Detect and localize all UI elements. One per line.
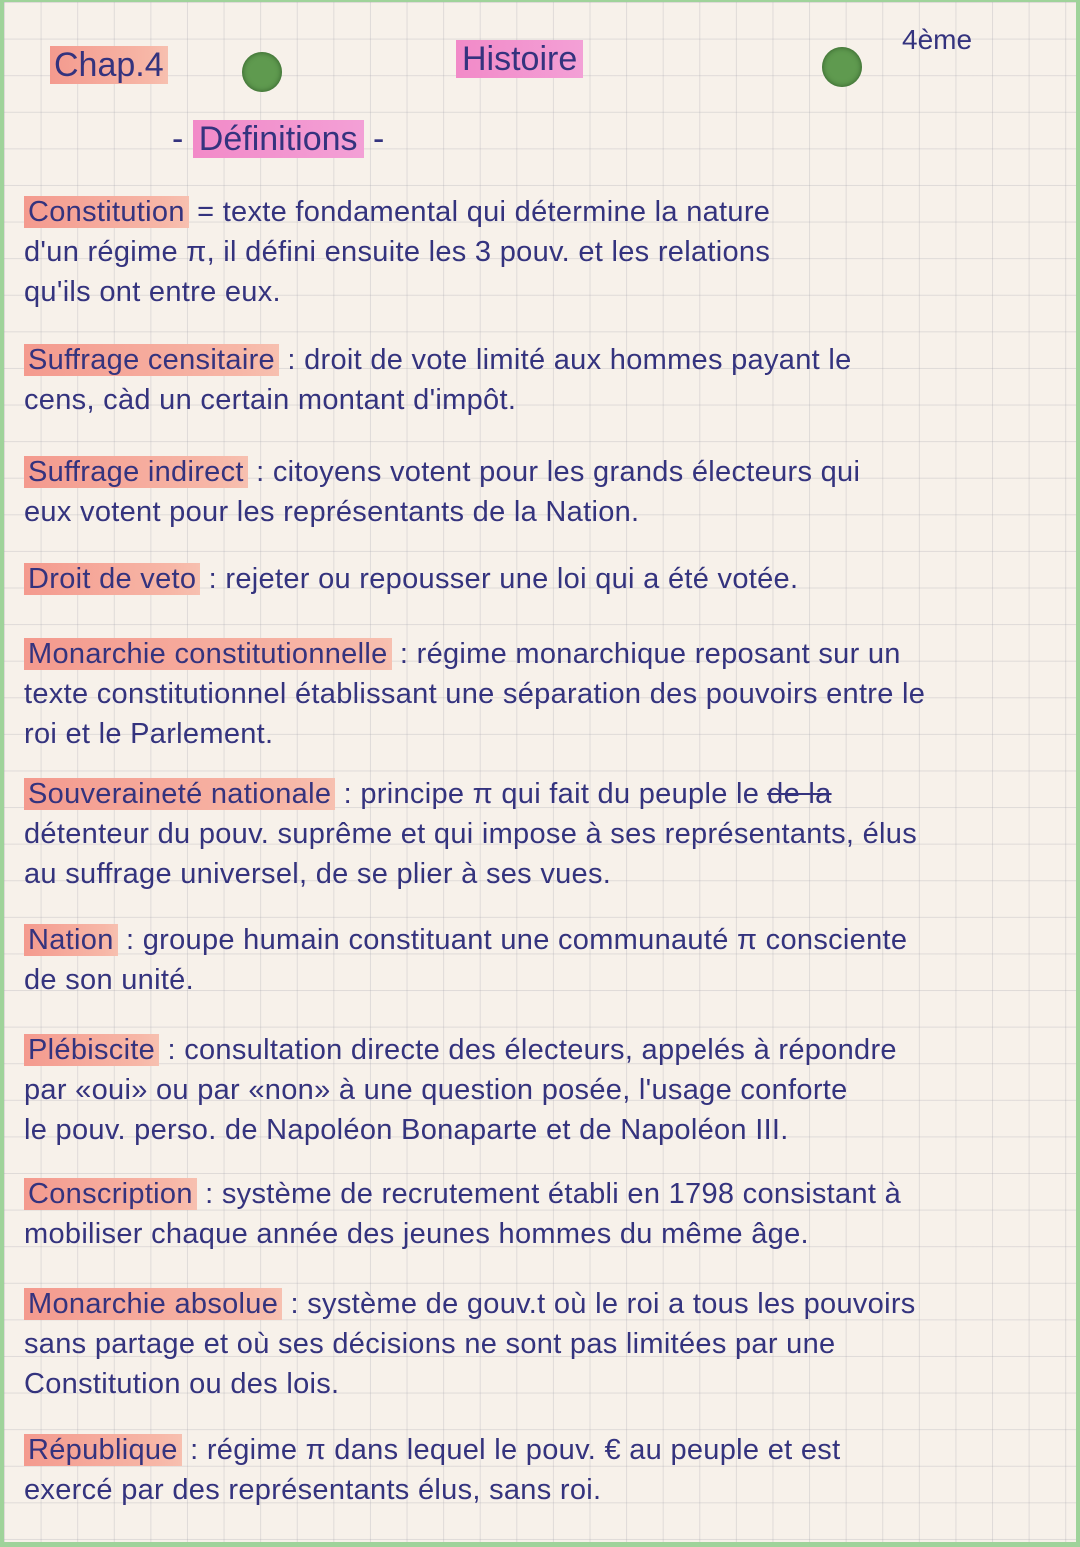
definition-text: par «oui» ou par «non» à une question posée, l'usage conforte [24, 1074, 848, 1106]
definition-line [24, 559, 1056, 599]
definition-line [24, 492, 1056, 532]
definition-line [24, 232, 1056, 272]
definition-entry [24, 634, 1056, 754]
definition-line [24, 920, 1056, 960]
definition-line [24, 1174, 1056, 1214]
definition-text: eux votent pour les représentants de la Nation. [24, 496, 640, 528]
definition-text: Constitution ou des lois. [24, 1368, 340, 1400]
definition-line [24, 1324, 1056, 1364]
definition-line [24, 452, 1056, 492]
definition-line [24, 1214, 1056, 1254]
separator: : [181, 1434, 207, 1466]
definition-line [24, 960, 1056, 1000]
definition-entry [24, 452, 1056, 532]
definition-line [24, 774, 1056, 814]
separator: : [247, 456, 273, 488]
definition-text: sans partage et où ses décisions ne sont pas limitées par une [24, 1328, 836, 1360]
definition-text: roi et le Parlement. [24, 718, 274, 750]
definition-text: système de recrutement établi en 1798 consistant à [221, 1178, 902, 1210]
notebook-page [4, 2, 1076, 1542]
definition-line [24, 1070, 1056, 1110]
definition-entry [24, 340, 1056, 420]
definition-text: de son unité. [24, 964, 194, 996]
definition-text: régime π dans lequel le pouv. € au peuple et est [206, 1434, 841, 1466]
definition-text: exercé par des représentants élus, sans roi. [24, 1474, 602, 1506]
struck-text: de la [767, 778, 832, 810]
definition-entry [24, 559, 1056, 599]
separator: : [282, 1288, 308, 1320]
definition-entry [24, 1284, 1056, 1404]
definition-line [24, 340, 1056, 380]
definition-text: principe π qui fait du peuple le [360, 778, 760, 810]
definition-term: Suffrage censitaire [24, 344, 279, 376]
definition-line [24, 1430, 1056, 1470]
definition-entry [24, 1030, 1056, 1150]
definition-entry [24, 920, 1056, 1000]
definition-text: régime monarchique reposant sur un [416, 638, 901, 670]
definition-text: qu'ils ont entre eux. [24, 276, 281, 308]
definition-line [24, 192, 1056, 232]
definition-term: Constitution [24, 196, 189, 228]
definition-text: citoyens votent pour les grands électeurs qui [272, 456, 861, 488]
subject-title [456, 40, 583, 79]
definition-term: Monarchie constitutionnelle [24, 638, 392, 670]
subject-text: Histoire [456, 40, 583, 78]
binder-hole [242, 52, 282, 92]
definition-term: Conscription [24, 1178, 197, 1210]
definition-entry [24, 1430, 1056, 1510]
chapter-label [50, 46, 168, 85]
definition-line [24, 380, 1056, 420]
definition-text: texte constitutionnel établissant une séparation des pouvoirs entre le [24, 678, 926, 710]
definition-term: Souveraineté nationale [24, 778, 335, 810]
separator: : [117, 924, 143, 956]
definition-text: droit de vote limité aux hommes payant le [304, 344, 852, 376]
definition-line [24, 854, 1056, 894]
separator: : [278, 344, 305, 376]
definition-line [24, 1110, 1056, 1150]
level-label: 4ème [902, 24, 973, 55]
definition-term: Droit de veto [24, 563, 200, 595]
definition-line [24, 1470, 1056, 1510]
definition-line [24, 634, 1056, 674]
definition-text: rejeter ou repousser une loi qui a été votée. [225, 563, 799, 595]
definition-line [24, 1284, 1056, 1324]
definition-text: texte fondamental qui détermine la nature [222, 196, 771, 228]
definition-line [24, 814, 1056, 854]
definition-text: d'un régime π, il défini ensuite les 3 pouv. et les relations [24, 236, 771, 268]
definition-term: Suffrage indirect [24, 456, 248, 488]
section-title [172, 120, 384, 159]
binder-hole [822, 47, 862, 87]
separator: = [188, 196, 223, 228]
definition-text: mobiliser chaque année des jeunes hommes du même âge. [24, 1218, 809, 1250]
definition-text: détenteur du pouv. suprême et qui impose à ses représentants, élus [24, 818, 917, 850]
definition-entry [24, 774, 1056, 894]
definition-text: système de gouv.t où le roi a tous les pouvoirs [307, 1288, 916, 1320]
separator: : [196, 1178, 222, 1210]
definition-term: Monarchie absolue [24, 1288, 282, 1320]
definition-text: au suffrage universel, de se plier à ses vues. [24, 858, 612, 890]
definition-term: Nation [24, 924, 118, 956]
section-title-text: Définitions [193, 120, 364, 158]
definition-entry [24, 1174, 1056, 1254]
separator: : [335, 778, 361, 810]
definition-line [24, 1364, 1056, 1404]
chapter-text: Chap.4 [50, 46, 168, 84]
definition-line [24, 674, 1056, 714]
definition-text: cens, càd un certain montant d'impôt. [24, 384, 517, 416]
definition-entry [24, 192, 1056, 312]
definition-line [24, 272, 1056, 312]
definition-text: consultation directe des électeurs, appelés à répondre [184, 1034, 897, 1066]
definition-term: Plébiscite [24, 1034, 159, 1066]
dash: - [172, 120, 184, 158]
separator: : [391, 638, 417, 670]
definition-text: groupe humain constituant une communauté π consciente [142, 924, 908, 956]
separator: : [200, 563, 226, 595]
dash: - [372, 120, 385, 158]
separator: : [159, 1034, 185, 1066]
definition-term: République [24, 1434, 182, 1466]
definition-line [24, 1030, 1056, 1070]
definition-line [24, 714, 1056, 754]
definition-text: le pouv. perso. de Napoléon Bonaparte et de Napoléon III. [24, 1114, 789, 1146]
